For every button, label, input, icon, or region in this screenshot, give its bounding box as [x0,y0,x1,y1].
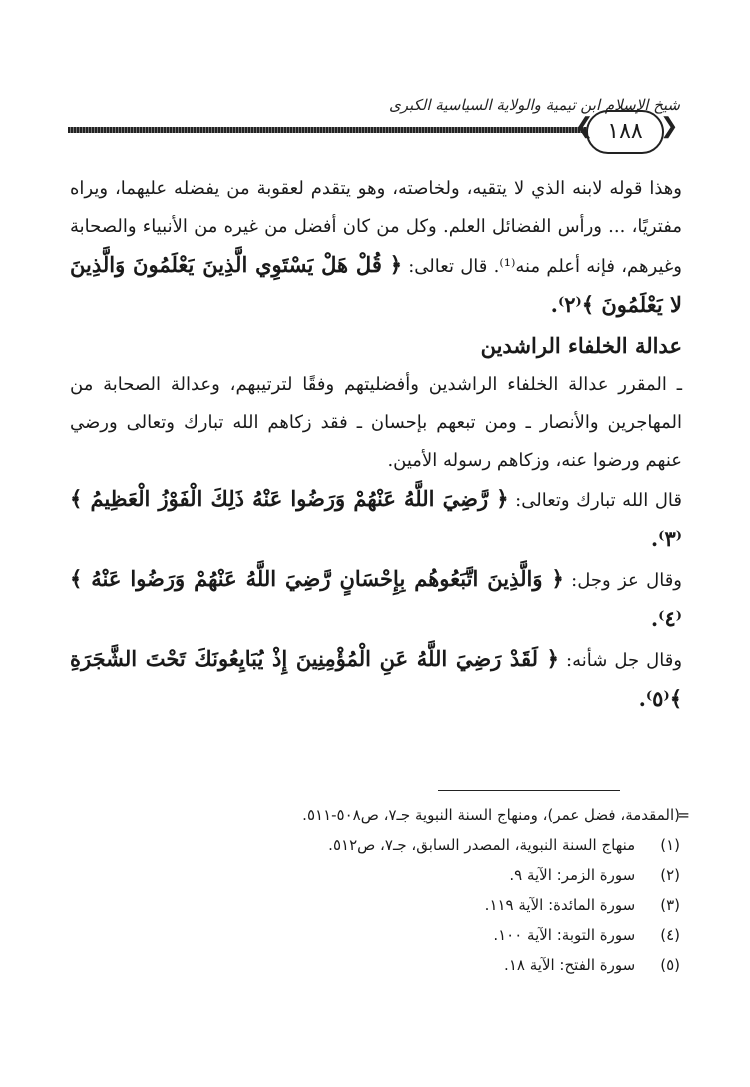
footnotes [70,800,690,980]
paragraph-5-intro: وقال جل شأنه: [566,650,683,671]
paragraph-3-intro: قال الله تبارك وتعالى: [515,490,682,511]
header-rule [68,127,588,133]
footnote-item [70,950,680,980]
footnote-item [70,890,680,920]
page-number: ١٨٨ [586,110,664,154]
footnote-number: (٣) [660,896,680,914]
footnote-number: (٤) [660,926,680,944]
footnote-number: (٢) [660,866,680,884]
paragraph-2: ـ المقرر عدالة الخلفاء الراشدين وأفضليتهم وفقًا لترتيبهم، وعدالة الصحابة من المهاجرين والأنصار ـ ومن تبعهم بإحسان ـ فقد زكاهم الله تبارك وتعالى ورضي عنهم ورضوا عنه، وزكاهم رسوله الأمين. [70,374,682,471]
running-header-title: شيخ الإسلام ابن تيمية والولاية السياسية الكبرى [388,96,680,114]
footnote-text: سورة التوبة: الآية ١٠٠. [493,926,636,944]
quran-quote-1: ﴿ قُلْ هَلْ يَسْتَوِي الَّذِينَ يَعْلَمُونَ وَالَّذِينَ لا يَعْلَمُونَ ﴾⁽٢⁾. [70,252,682,317]
paragraph-3 [70,480,682,560]
paragraph-4-intro: وقال عز وجل: [571,570,682,591]
footnote-item [70,830,680,860]
paragraph-1 [70,170,682,326]
paragraph-4 [70,560,682,640]
footnote-continuation: (المقدمة، فضل عمر)، ومنهاج السنة النبوية جـ٧، ص٥٠٨-٥١١. [302,806,680,824]
main-text [70,170,682,720]
footnote-separator [438,790,620,791]
paragraph-5 [70,640,682,720]
footnote-text: سورة الفتح: الآية ١٨. [504,956,636,974]
ornament-left-icon: ❮ [575,114,594,139]
ornament-right-icon: ❯ [660,114,679,139]
quran-quote-3: ﴿ رَّضِيَ اللَّهُ عَنْهُمْ وَرَضُوا عَنْهُ ذَلِكَ الْفَوْزُ الْعَظِيمُ ﴾⁽٣⁾. [70,486,682,551]
footnote-number: (١) [660,836,680,854]
footnote-continuation-mark: = [677,806,690,824]
footnote-text: سورة الزمر: الآية ٩. [509,866,636,884]
paragraph-1-text: وهذا قوله لابنه الذي لا يتقيه، ولخاصته، وهو يتقدم لعقوبة من يفضله عليهما، ويراه مفتريًا، ... ورأس الفضائل العلم. وكل من كان أفضل من غيره من الأنبياء والصحابة وغيرهم، فإنه أعلم منه⁽¹⁾. قال تعالى: [70,178,682,277]
quran-quote-4: ﴿ وَالَّذِينَ اتَّبَعُوهُم بِإِحْسَانٍ رَّضِيَ اللَّهُ عَنْهُمْ وَرَضُوا عَنْهُ ﴾⁽٤⁾. [70,566,682,631]
footnote-item [70,860,680,890]
footnote-text: سورة المائدة: الآية ١١٩. [484,896,636,914]
section-heading: عدالة الخلفاء الراشدين [480,333,682,358]
footnote-item [70,920,680,950]
quran-quote-5: ﴿ لَقَدْ رَضِيَ اللَّهُ عَنِ الْمُؤْمِنِينَ إِذْ يُبَايِعُونَكَ تَحْتَ الشَّجَرَةِ ﴾⁽٥⁾. [70,646,682,711]
footnote-number: (٥) [660,956,680,974]
footnote-text: منهاج السنة النبوية، المصدر السابق، جـ٧، ص٥١٢. [328,836,636,854]
